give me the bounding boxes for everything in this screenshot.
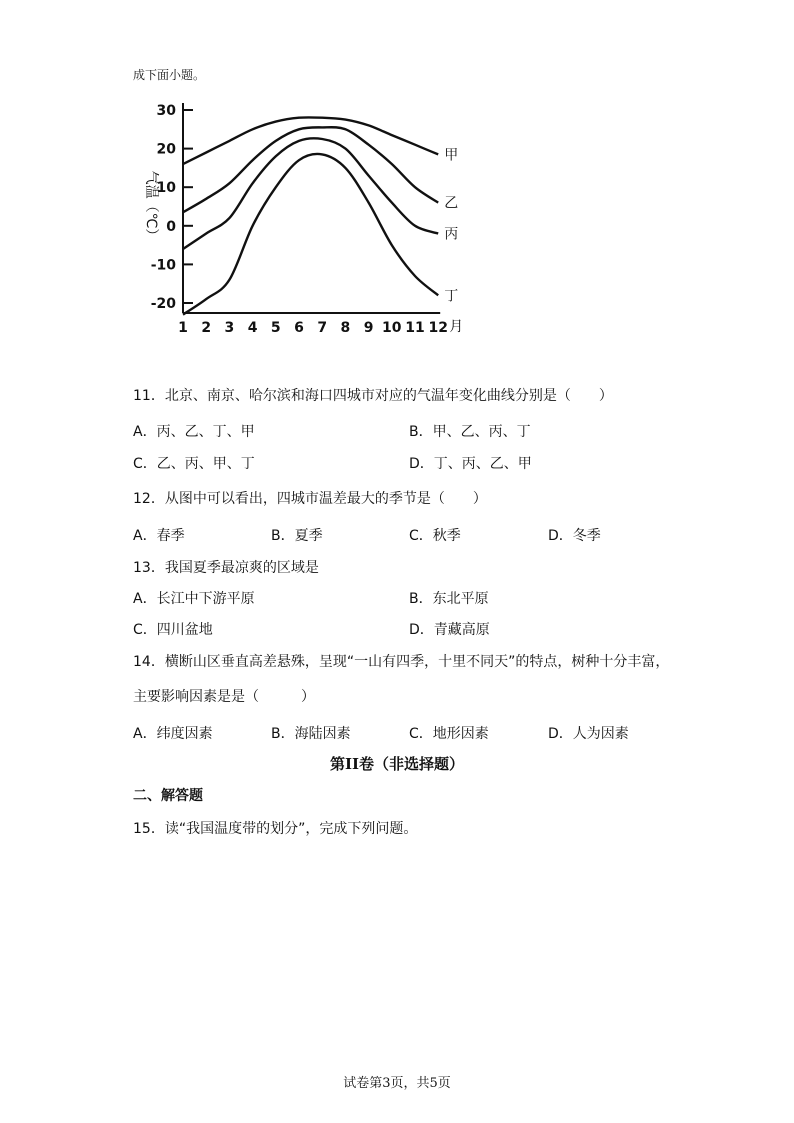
series-line-2 (183, 127, 438, 212)
section-title: 第II卷（非选择题） (329, 755, 465, 773)
question-14-option-c: C．地形因素 (409, 726, 489, 742)
question-12-option-d: D．冬季 (548, 528, 601, 544)
question-11-option-c: C．乙、丙、甲、丁 (133, 456, 255, 472)
y-axis-label: 气温（℃） (143, 170, 159, 243)
x-axis-unit: 月 (449, 319, 464, 335)
y-tick-label: 20 (156, 141, 176, 158)
x-tick-label: 4 (247, 320, 258, 336)
question-14-stem-continued: 主要影响因素是是（ ） (133, 689, 315, 705)
x-tick-label: 5 (270, 320, 281, 336)
question-14-option-a: A．纬度因素 (133, 726, 213, 742)
page-footer: 试卷第3页，共5页 (343, 1076, 451, 1091)
question-15-stem: 15．读“我国温度带的划分”，完成下列问题。 (133, 821, 418, 837)
intro-text: 成下面小题。 (133, 68, 206, 82)
question-13-option-b: B．东北平原 (409, 591, 489, 607)
question-11-option-b: B．甲、乙、丙、丁 (409, 424, 531, 440)
x-tick-label: 10 (382, 320, 402, 336)
y-tick-label: 30 (156, 103, 176, 119)
series-label-1: 甲 (444, 147, 459, 164)
question-12-stem: 12．从图中可以看出，四城市温差最大的季节是（ ） (133, 491, 487, 507)
question-12-option-a: A．春季 (133, 528, 185, 544)
series-label-2: 乙 (444, 195, 459, 212)
question-11-option-a: A．丙、乙、丁、甲 (133, 424, 255, 440)
x-tick-label: 6 (294, 320, 304, 336)
question-11-stem: 11．北京、南京、哈尔滨和海口四城市对应的气温年变化曲线分别是（ ） (133, 388, 613, 404)
y-tick-label: 10 (156, 180, 176, 197)
question-14-option-b: B．海陆因素 (271, 726, 351, 742)
y-tick-label: 0 (166, 218, 176, 235)
x-tick-label: 12 (428, 320, 448, 336)
x-tick-label: 7 (317, 320, 328, 336)
series-line-4 (183, 154, 438, 315)
x-tick-label: 9 (363, 320, 374, 336)
y-tick-label: -20 (150, 296, 176, 312)
y-tick-label: -10 (150, 257, 176, 274)
x-tick-label: 2 (201, 320, 212, 336)
series-label-4: 丁 (444, 288, 459, 305)
question-14-option-d: D．人为因素 (548, 726, 629, 742)
x-tick-label: 11 (405, 320, 425, 336)
x-tick-label: 1 (178, 320, 188, 336)
question-13-option-c: C．四川盆地 (133, 622, 213, 638)
question-11-option-d: D．丁、丙、乙、甲 (409, 456, 532, 472)
question-12-option-c: C．秋季 (409, 528, 461, 544)
question-13-stem: 13．我国夏季最凉爽的区域是 (133, 560, 319, 576)
question-13-option-d: D．青藏高原 (409, 622, 490, 638)
x-tick-label: 8 (340, 320, 351, 336)
section-heading: 二、解答题 (133, 788, 203, 804)
series-label-3: 丙 (444, 226, 459, 243)
question-12-option-b: B．夏季 (271, 528, 323, 544)
x-tick-label: 3 (224, 320, 235, 336)
temperature-chart (125, 95, 485, 345)
series-line-1 (183, 117, 438, 164)
question-14-stem: 14．横断山区垂直高差悬殊，呈现“一山有四季，十里不同天”的特点，树种十分丰富， (133, 654, 670, 670)
question-13-option-a: A．长江中下游平原 (133, 591, 255, 607)
